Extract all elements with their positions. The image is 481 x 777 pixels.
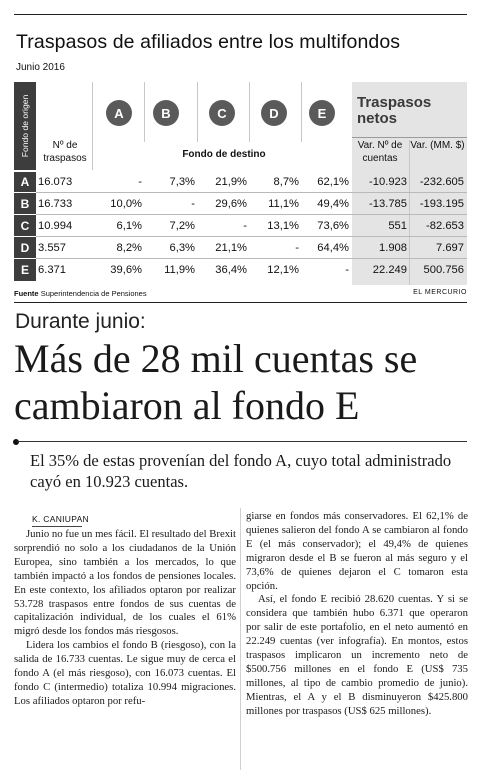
origin-fund-d-label: D [14,237,36,258]
table-cell: -193.195 [419,197,464,210]
article-headline: Más de 28 mil cuentas se cambiaron al fondo E [14,336,418,428]
paragraph: Junio no fue un mes fácil. El resultado del Brexit sorprendió no solo a los ciudadanos de la Unión Europea, sino también a los mercados, lo que también impactó a los fondos de pensiones locales. En este contexto, los afiliados optaron por realizar 53.728 traspasos entre fondos de sus cuentas de capitalización individual, de los cuales el 61% migró desde los fondos más riesgosos. [14,528,236,638]
table-cell: - [191,197,195,210]
table-cell: 36,4% [215,264,247,276]
dest-fund-d-badge: D [261,100,287,126]
net-transfers-title: Traspasos netos [357,94,432,127]
source-text: Superintendencia de Pensiones [40,289,147,298]
table-cell: 3.557 [38,241,66,254]
table-cell: 6,1% [116,219,142,232]
table-cell: 8,7% [273,176,299,188]
table-cell: 10,0% [110,197,142,210]
table-cell: - [295,241,299,254]
table-cell: 16.733 [38,197,73,210]
article-column-1 [14,528,236,709]
table-cell: 21,9% [215,176,247,188]
table-cell: - [243,219,247,232]
destination-fund-header: Fondo de destino [182,149,266,160]
origin-fund-e-label: E [14,259,36,281]
infographic-title: Traspasos de afiliados entre los multifondos [16,31,401,53]
table-cell: 7,3% [169,176,195,188]
table-cell: 73,6% [317,219,349,232]
table-cell: 6.371 [38,264,66,276]
table-cell: 1.908 [379,241,407,254]
origin-fund-c-label: C [14,215,36,236]
table-cell: -82.653 [426,219,464,232]
byline-rule [32,526,82,527]
table-cell: 49,4% [317,197,349,210]
paragraph: Así, el fondo E recibió 28.620 cuentas. Y si se considera que también hubo 6.371 que operaron por salir de este portafolio, en el neto aumentó en 22.249 cuentas (ver infografía). En montos, estos traspasos implicaron un incremento neto de $500.756 millones en el fondo E (US$ 735 millones, al tipo de cambio promedio de junio). Mientras, el A y el B disminuyeron $425.800 millones por traspasos (US$ 625 millones). [246,593,468,717]
transfers-table [14,82,467,285]
dest-fund-e-badge: E [309,100,335,126]
table-cell: -10.923 [369,176,407,188]
source-label: Fuente [14,289,39,298]
table-cell: 39,6% [110,264,142,276]
table-cell: 12,1% [267,264,299,276]
var-accounts-header: Var. Nº de cuentas [357,140,403,164]
table-cell: 10.994 [38,219,73,232]
article-deck: El 35% de estas provenían del fondo A, cuyo total administrado cayó en 10.923 cuentas. [30,451,452,491]
column-divider [240,508,241,770]
traspasos-column-header: Nº de traspasos [43,140,87,164]
dest-fund-b-badge: B [153,100,179,126]
table-cell: 7,2% [169,219,195,232]
table-cell: 16.073 [38,176,73,188]
origin-fund-header: Fondo de origen [14,82,36,170]
table-cell: 13,1% [267,219,299,232]
table-cell: 22.249 [372,264,407,276]
deck-rule [17,441,467,442]
table-cell: -13.785 [369,197,407,210]
table-cell: 551 [388,219,407,232]
byline: K. CANIUPAN [32,514,89,524]
table-cell: 29,6% [215,197,247,210]
table-cell: 7.697 [436,241,464,254]
paragraph: Lidera los cambios el fondo B (riesgoso), con la salida de 16.733 cuentas. Le sigue muy de cerca el fondo A (el más riesgoso), con 16.073 cuentas. El fondo C (intermedio) totaliza 10.994 migraciones. Los afiliados optaron por refu- [14,639,236,707]
section-rule [14,302,467,303]
origin-fund-a-label: A [14,172,36,192]
table-cell: - [345,264,349,276]
table-cell: -232.605 [419,176,464,188]
table-cell: - [138,176,142,188]
table-cell: 62,1% [317,176,349,188]
article-column-2 [246,510,468,719]
origin-fund-b-label: B [14,193,36,214]
paragraph: giarse en fondos más conservadores. El 62,1% de quienes salieron del fondo A se cambiaron al fondo E (el más conservador); el 49,4% de quienes migraron desde el B se fueron al más seguro y el 73,6% de quienes dejaron el C tomaron esta opción. [246,510,468,592]
table-cell: 11,9% [164,264,195,276]
table-cell: 8,2% [116,241,142,254]
table-cell: 6,3% [169,241,195,254]
table-cell: 21,1% [215,241,247,254]
var-amount-header: Var. (MM. $) [410,140,465,151]
bullet-dot [13,439,19,445]
article-kicker: Durante junio: [15,310,146,333]
infographic-footer [14,289,467,298]
infographic-subtitle: Junio 2016 [16,62,65,73]
dest-fund-a-badge: A [106,100,132,126]
top-rule [14,14,467,15]
table-cell: 64,4% [317,241,349,254]
brand-credit: EL MERCURIO [413,289,467,296]
table-cell: 11,1% [268,197,299,210]
dest-fund-c-badge: C [209,100,235,126]
table-cell: 500.756 [423,264,464,276]
